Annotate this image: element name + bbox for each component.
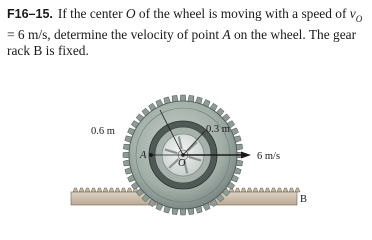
problem-text-4: on the wheel. The gear rack B is fixed. <box>7 26 357 58</box>
rack-tooth <box>73 188 78 192</box>
problem-number: F16–15. <box>7 7 53 21</box>
rack-tooth <box>265 188 270 192</box>
rack-tooth <box>283 188 288 192</box>
rack-tooth <box>79 188 84 192</box>
problem-text-1: If the center <box>57 6 126 21</box>
label-B: B <box>300 194 308 205</box>
label-0.3m: 0.3 m <box>206 124 230 135</box>
problem-text-3: = 6 m/s, determine the velocity of point <box>7 26 223 42</box>
rack-tooth <box>253 188 258 192</box>
point-O <box>181 153 185 157</box>
variable-v: v <box>349 6 356 21</box>
wheel-figure <box>0 88 372 221</box>
rack-tooth <box>109 188 114 192</box>
rack-tooth <box>277 188 282 192</box>
rack-tooth <box>247 188 252 192</box>
label-velocity: 6 m/s <box>257 151 281 162</box>
label-O: O <box>178 158 186 169</box>
rack-tooth <box>97 188 102 192</box>
rack-tooth <box>115 188 120 192</box>
velocity-arrowhead <box>241 152 251 159</box>
problem-statement <box>7 6 367 59</box>
variable-O: O <box>125 6 136 21</box>
label-0.6m: 0.6 m <box>91 126 115 137</box>
problem-text-2: of the wheel is moving with a speed of <box>135 6 350 21</box>
rack-tooth <box>85 188 90 192</box>
rack-tooth <box>127 188 132 192</box>
variable-A: A <box>222 26 231 42</box>
rack-tooth <box>241 188 246 192</box>
point-A <box>149 153 153 157</box>
rack-tooth <box>289 188 294 192</box>
label-A: A <box>140 150 147 161</box>
rack-tooth <box>121 188 126 192</box>
rack-tooth <box>91 188 96 192</box>
variable-v-subscript: O <box>355 13 363 24</box>
rack-tooth <box>235 188 240 192</box>
rack-tooth <box>295 188 300 192</box>
rack-tooth <box>259 188 264 192</box>
rack-tooth <box>103 188 108 192</box>
rack-tooth <box>271 188 276 192</box>
